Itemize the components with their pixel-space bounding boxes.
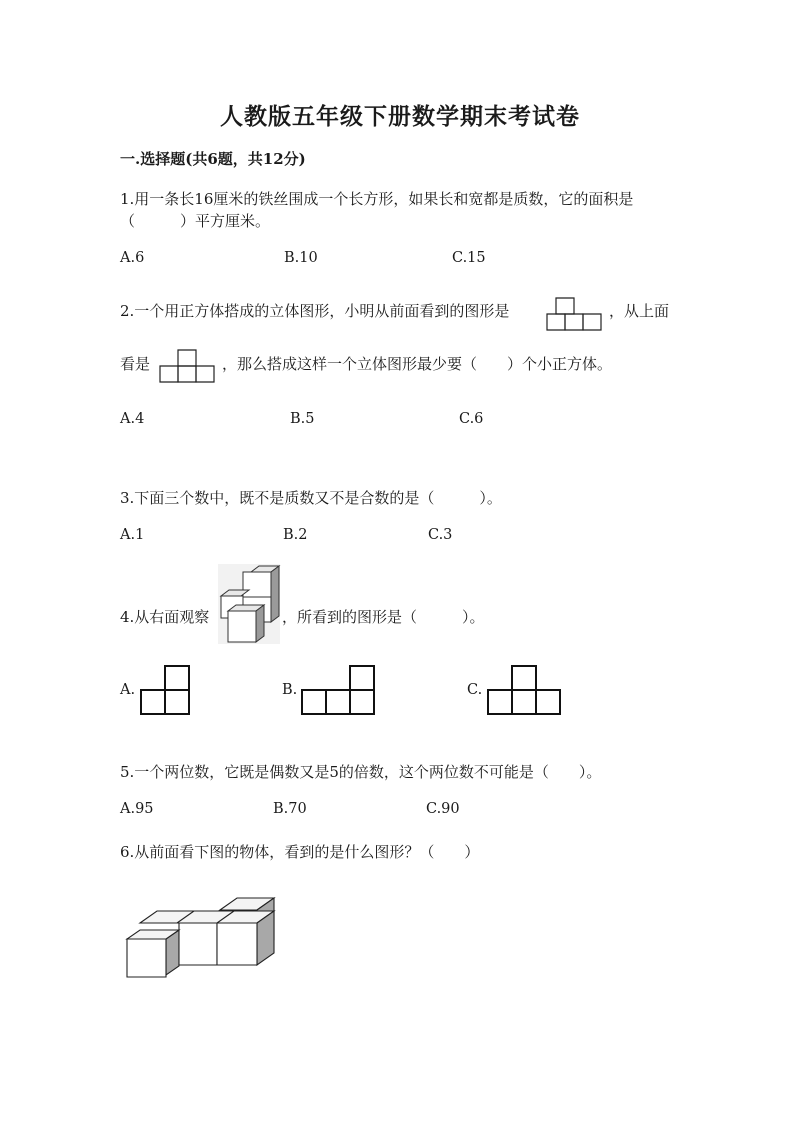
q2-option-c[interactable]: C.6 [459, 411, 484, 427]
q4-option-b[interactable]: B. [282, 682, 298, 698]
q2-front-square-top [556, 298, 574, 314]
q3-option-c[interactable]: C.3 [428, 527, 453, 543]
q4-a-square-2 [165, 690, 189, 714]
q2-top-square-top [178, 350, 196, 366]
q4-cube-front-side [256, 605, 264, 642]
q6-cube-row-figure [124, 895, 286, 981]
q4-a-square-1 [141, 690, 165, 714]
q2-front-view-figure [546, 297, 604, 332]
q2-top-square-1 [160, 366, 178, 382]
q4-c-square-2 [512, 690, 536, 714]
q4-b-square-2 [326, 690, 350, 714]
q2-front-square-1 [547, 314, 565, 330]
q1-option-a[interactable]: A.6 [120, 250, 145, 266]
q6-text: 6.从前面看下图的物体，看到的是什么图形？（ ） [120, 843, 480, 861]
q4-option-c[interactable]: C. [467, 682, 483, 698]
q2-front-square-2 [565, 314, 583, 330]
q2-top-square-2 [178, 366, 196, 382]
q4-c-square-top [512, 666, 536, 690]
q4-text-part2: ，所看到的图形是（ ）。 [282, 608, 485, 626]
q2-text-part4: ，那么搭成这样一个立体图形最少要（ ）个小正方体。 [222, 355, 613, 373]
q4-b-square-3 [350, 690, 374, 714]
q2-top-view-figure [159, 349, 217, 384]
q4-b-square-top [350, 666, 374, 690]
section-heading: 一.选择题(共6题，共12分) [120, 150, 306, 168]
q2-text-part1: 2.一个用正方体搭成的立体图形，小明从前面看到的图形是 [120, 302, 510, 320]
q4-b-square-1 [302, 690, 326, 714]
q4-c-square-3 [536, 690, 560, 714]
q5-option-b[interactable]: B.70 [273, 801, 307, 817]
q2-text-part3: 看是 [120, 355, 151, 373]
q1-text-line2: （ ）平方厘米。 [120, 212, 271, 230]
q6-cube-right [217, 923, 257, 965]
q2-option-a[interactable]: A.4 [120, 411, 145, 427]
q3-text: 3.下面三个数中，既不是质数又不是合数的是（ ）。 [120, 489, 502, 507]
q3-option-a[interactable]: A.1 [120, 527, 145, 543]
q5-option-a[interactable]: A.95 [120, 801, 154, 817]
q4-option-b-figure [300, 664, 378, 718]
q1-option-b[interactable]: B.10 [284, 250, 318, 266]
q5-text: 5.一个两位数，它既是偶数又是5的倍数，这个两位数不可能是（ ）。 [120, 763, 602, 781]
q4-option-a-figure [139, 664, 193, 718]
q4-option-c-figure [486, 664, 564, 718]
q6-cube-front-left [127, 939, 166, 977]
q2-text-part2: ，从上面 [609, 302, 670, 320]
q4-cube-upper [243, 572, 271, 597]
q3-option-b[interactable]: B.2 [283, 527, 308, 543]
q4-cube-stack-figure [218, 564, 280, 644]
q6-top-band [140, 911, 274, 923]
q2-option-b[interactable]: B.5 [290, 411, 315, 427]
q4-c-square-1 [488, 690, 512, 714]
q6-cube-middle [179, 923, 217, 965]
q4-a-square-top [165, 666, 189, 690]
q1-option-c[interactable]: C.15 [452, 250, 486, 266]
q4-option-a[interactable]: A. [120, 682, 136, 698]
q5-option-c[interactable]: C.90 [426, 801, 460, 817]
q2-top-square-3 [196, 366, 214, 382]
q1-text-line1: 1.用一条长16厘米的铁丝围成一个长方形，如果长和宽都是质数，它的面积是 [120, 190, 634, 208]
q4-cube-side-face [271, 566, 279, 622]
q4-cube-front [228, 611, 256, 642]
page-title: 人教版五年级下册数学期末考试卷 [220, 103, 580, 130]
q4-text-part1: 4.从右面观察 [120, 608, 210, 626]
q2-front-square-3 [583, 314, 601, 330]
